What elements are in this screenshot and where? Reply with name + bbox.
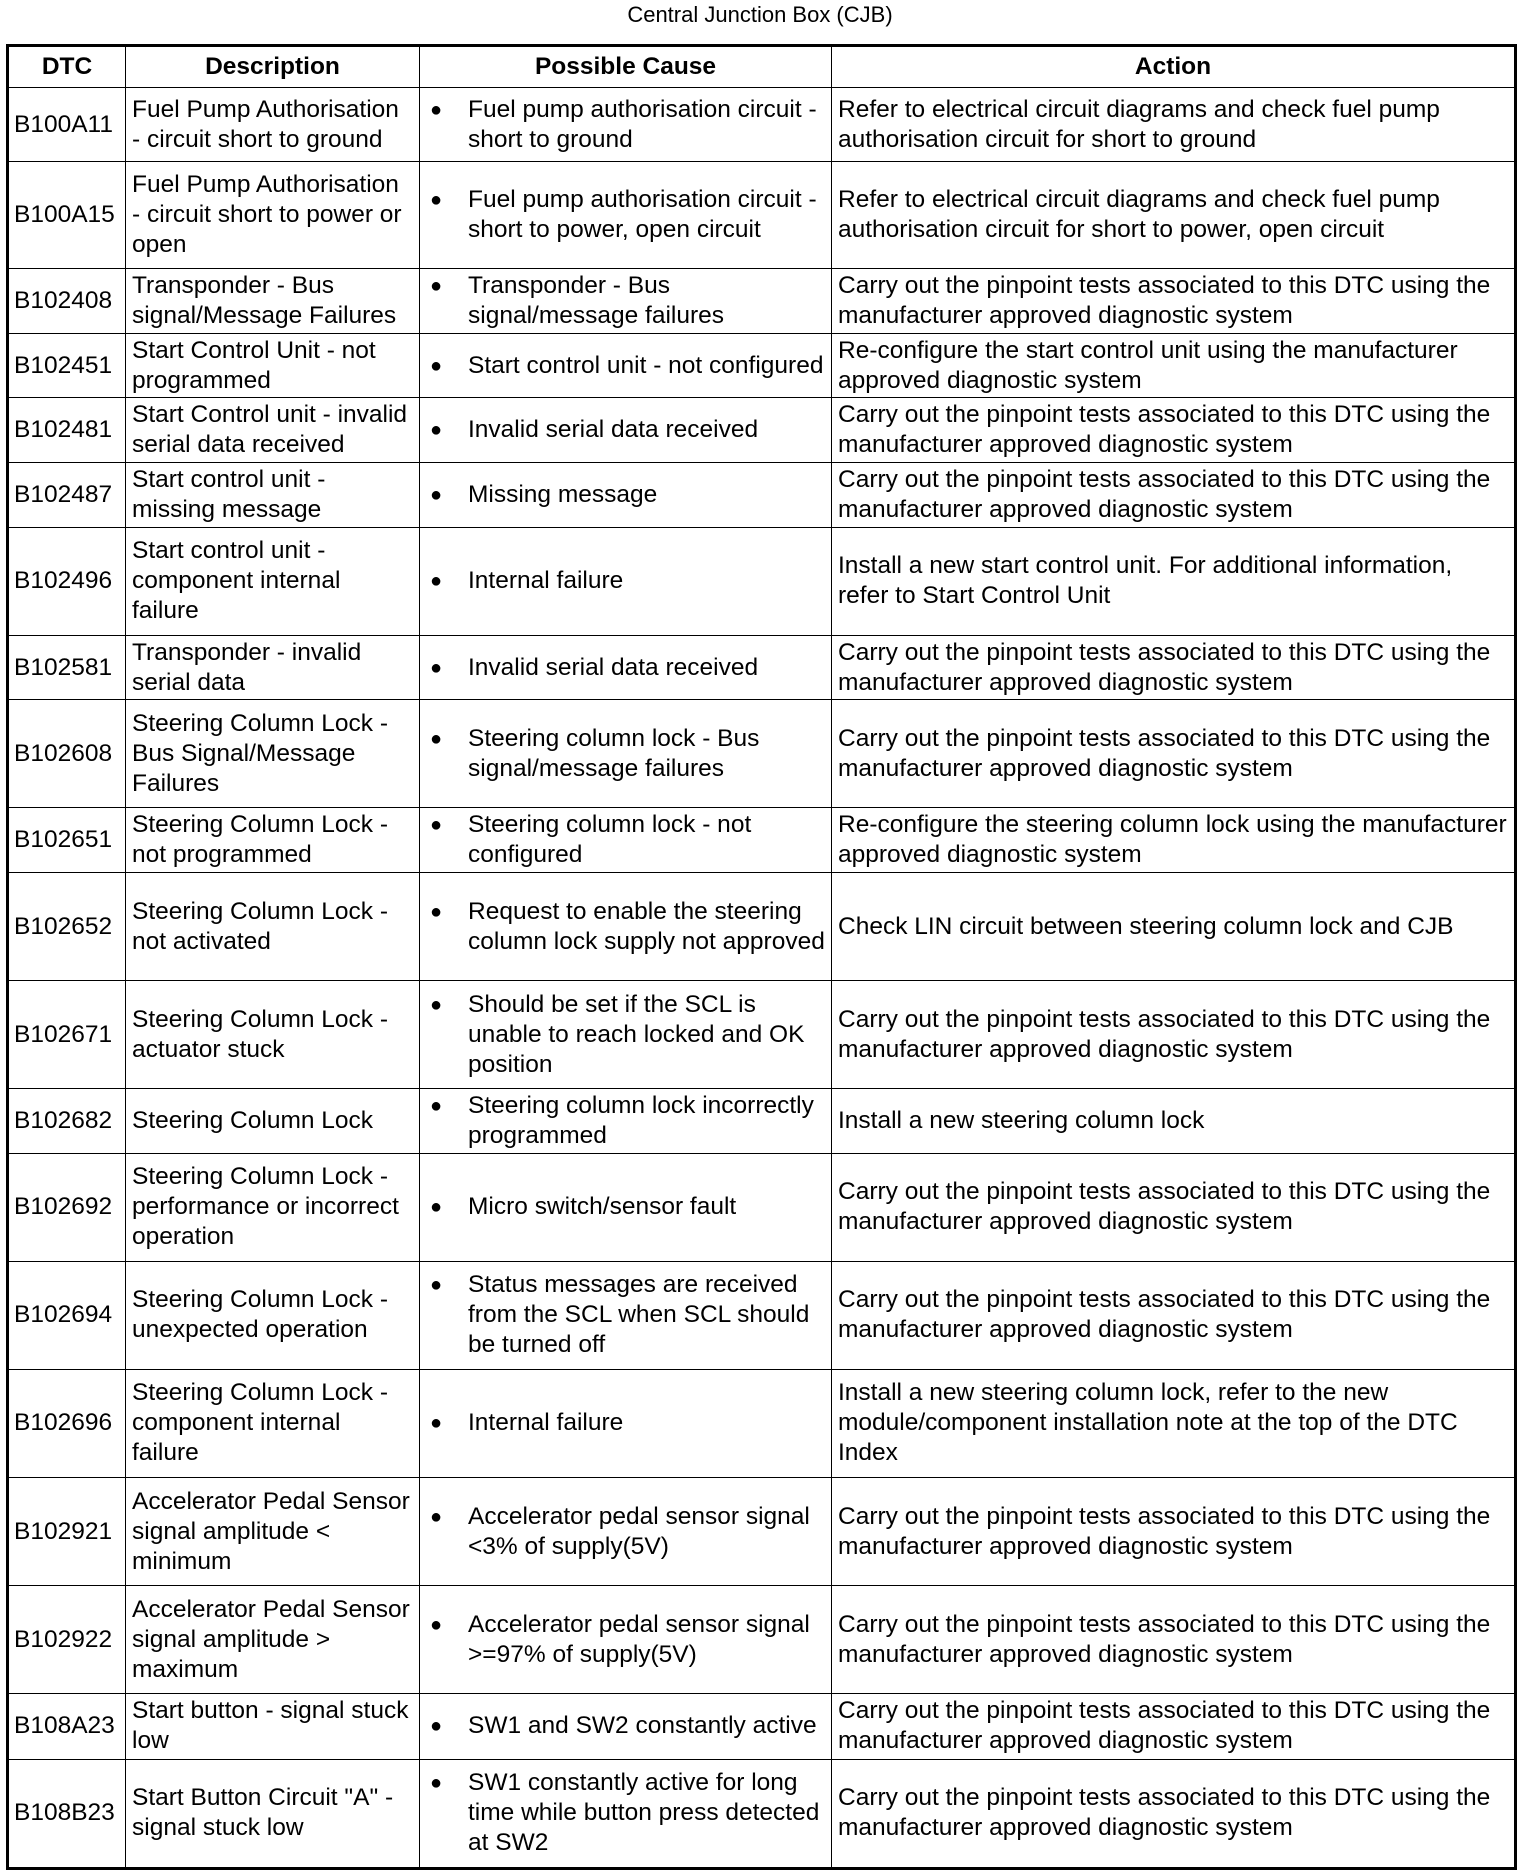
possible-cause-cell bbox=[420, 1694, 832, 1760]
dtc-description: Steering Column Lock - actuator stuck bbox=[126, 981, 420, 1089]
possible-cause: Accelerator pedal sensor signal <3% of supply(5V) bbox=[468, 1502, 810, 1560]
possible-cause-cell bbox=[420, 1153, 832, 1261]
table-row bbox=[8, 700, 1516, 808]
dtc-code: B108A23 bbox=[8, 1694, 126, 1760]
action: Refer to electrical circuit diagrams and check fuel pump authorisation circuit for short to power, open circuit bbox=[832, 162, 1516, 269]
dtc-code: B102652 bbox=[8, 873, 126, 981]
dtc-description: Steering Column Lock - performance or incorrect operation bbox=[126, 1153, 420, 1261]
possible-cause: Fuel pump authorisation circuit - short to power, open circuit bbox=[468, 186, 817, 244]
dtc-description: Fuel Pump Authorisation - circuit short to power or open bbox=[126, 162, 420, 269]
dtc-code: B102408 bbox=[8, 269, 126, 334]
bullet-icon: ● bbox=[430, 483, 443, 506]
possible-cause-cell bbox=[420, 162, 832, 269]
possible-cause: Should be set if the SCL is unable to reach locked and OK position bbox=[468, 990, 805, 1078]
table-row bbox=[8, 1586, 1516, 1694]
dtc-description: Accelerator Pedal Sensor signal amplitude > maximum bbox=[126, 1586, 420, 1694]
dtc-description: Fuel Pump Authorisation - circuit short to ground bbox=[126, 88, 420, 162]
header-action: Action bbox=[832, 46, 1516, 88]
possible-cause-cell bbox=[420, 1477, 832, 1585]
dtc-table bbox=[6, 44, 1517, 1870]
possible-cause: Internal failure bbox=[468, 567, 624, 595]
bullet-icon: ● bbox=[430, 1196, 443, 1219]
bullet-icon: ● bbox=[430, 570, 443, 593]
bullet-icon: ● bbox=[430, 274, 443, 297]
bullet-icon: ● bbox=[430, 354, 443, 377]
possible-cause: Missing message bbox=[468, 480, 658, 508]
dtc-code: B102682 bbox=[8, 1089, 126, 1154]
bullet-icon: ● bbox=[430, 1094, 443, 1117]
table-row bbox=[8, 1759, 1516, 1868]
action: Carry out the pinpoint tests associated to this DTC using the manufacturer approved diagnostic system bbox=[832, 700, 1516, 808]
possible-cause-cell bbox=[420, 1369, 832, 1477]
table-row bbox=[8, 808, 1516, 873]
dtc-code: B100A11 bbox=[8, 88, 126, 162]
possible-cause: Fuel pump authorisation circuit - short to ground bbox=[468, 95, 817, 153]
table-row bbox=[8, 1477, 1516, 1585]
dtc-description: Steering Column Lock - unexpected operation bbox=[126, 1261, 420, 1369]
header-dtc: DTC bbox=[8, 46, 126, 88]
possible-cause-cell bbox=[420, 463, 832, 528]
possible-cause: Steering column lock incorrectly programmed bbox=[468, 1091, 814, 1149]
possible-cause-cell bbox=[420, 527, 832, 635]
action: Carry out the pinpoint tests associated to this DTC using the manufacturer approved diagnostic system bbox=[832, 1261, 1516, 1369]
bullet-icon: ● bbox=[430, 727, 443, 750]
possible-cause-cell bbox=[420, 1759, 832, 1868]
action: Re-configure the start control unit using the manufacturer approved diagnostic system bbox=[832, 333, 1516, 398]
bullet-icon: ● bbox=[430, 98, 443, 121]
bullet-icon: ● bbox=[430, 900, 443, 923]
possible-cause-cell bbox=[420, 333, 832, 398]
bullet-icon: ● bbox=[430, 1412, 443, 1435]
possible-cause: Invalid serial data received bbox=[468, 416, 759, 444]
action: Carry out the pinpoint tests associated to this DTC using the manufacturer approved diagnostic system bbox=[832, 981, 1516, 1089]
possible-cause: SW1 constantly active for long time while button press detected at SW2 bbox=[468, 1769, 820, 1857]
possible-cause: Accelerator pedal sensor signal >=97% of supply(5V) bbox=[468, 1610, 810, 1668]
dtc-code: B102496 bbox=[8, 527, 126, 635]
dtc-code: B102696 bbox=[8, 1369, 126, 1477]
table-row bbox=[8, 333, 1516, 398]
table-row bbox=[8, 1261, 1516, 1369]
dtc-code: B100A15 bbox=[8, 162, 126, 269]
table-row bbox=[8, 981, 1516, 1089]
dtc-description: Start Control Unit - not programmed bbox=[126, 333, 420, 398]
bullet-icon: ● bbox=[430, 1274, 443, 1297]
possible-cause: Transponder - Bus signal/message failures bbox=[468, 271, 725, 329]
possible-cause: Internal failure bbox=[468, 1409, 624, 1437]
dtc-code: B102921 bbox=[8, 1477, 126, 1585]
bullet-icon: ● bbox=[430, 814, 443, 837]
bullet-icon: ● bbox=[430, 656, 443, 679]
action: Install a new start control unit. For additional information, refer to Start Control Unit bbox=[832, 527, 1516, 635]
possible-cause-cell bbox=[420, 635, 832, 700]
dtc-code: B102481 bbox=[8, 398, 126, 463]
possible-cause-cell bbox=[420, 1089, 832, 1154]
table-row bbox=[8, 398, 1516, 463]
possible-cause: Request to enable the steering column lock supply not approved bbox=[468, 897, 825, 955]
dtc-description: Start Button Circuit "A" - signal stuck low bbox=[126, 1759, 420, 1868]
table-header-row bbox=[8, 46, 1516, 88]
page-title: Central Junction Box (CJB) bbox=[627, 2, 893, 27]
dtc-description: Steering Column Lock - component internal failure bbox=[126, 1369, 420, 1477]
possible-cause-cell bbox=[420, 873, 832, 981]
action: Install a new steering column lock bbox=[832, 1089, 1516, 1154]
table-row bbox=[8, 269, 1516, 334]
bullet-icon: ● bbox=[430, 189, 443, 212]
header-possible-cause: Possible Cause bbox=[420, 46, 832, 88]
possible-cause: SW1 and SW2 constantly active bbox=[468, 1712, 817, 1740]
table-row bbox=[8, 162, 1516, 269]
action: Install a new steering column lock, refer to the new module/component installation note at the top of the DTC Index bbox=[832, 1369, 1516, 1477]
bullet-icon: ● bbox=[430, 993, 443, 1016]
table-row bbox=[8, 1153, 1516, 1261]
action: Re-configure the steering column lock using the manufacturer approved diagnostic system bbox=[832, 808, 1516, 873]
dtc-description: Transponder - Bus signal/Message Failures bbox=[126, 269, 420, 334]
dtc-code: B102671 bbox=[8, 981, 126, 1089]
dtc-code: B102922 bbox=[8, 1586, 126, 1694]
action: Refer to electrical circuit diagrams and check fuel pump authorisation circuit for short to ground bbox=[832, 88, 1516, 162]
action: Carry out the pinpoint tests associated to this DTC using the manufacturer approved diagnostic system bbox=[832, 635, 1516, 700]
possible-cause-cell bbox=[420, 398, 832, 463]
table-row bbox=[8, 88, 1516, 162]
dtc-description: Accelerator Pedal Sensor signal amplitude < minimum bbox=[126, 1477, 420, 1585]
action: Check LIN circuit between steering column lock and CJB bbox=[832, 873, 1516, 981]
dtc-description: Start Control unit - invalid serial data received bbox=[126, 398, 420, 463]
possible-cause-cell bbox=[420, 88, 832, 162]
possible-cause-cell bbox=[420, 700, 832, 808]
bullet-icon: ● bbox=[430, 1715, 443, 1738]
possible-cause: Invalid serial data received bbox=[468, 653, 759, 681]
action: Carry out the pinpoint tests associated to this DTC using the manufacturer approved diagnostic system bbox=[832, 398, 1516, 463]
action: Carry out the pinpoint tests associated to this DTC using the manufacturer approved diagnostic system bbox=[832, 1477, 1516, 1585]
possible-cause: Micro switch/sensor fault bbox=[468, 1193, 737, 1221]
dtc-description: Steering Column Lock bbox=[126, 1089, 420, 1154]
action: Carry out the pinpoint tests associated to this DTC using the manufacturer approved diagnostic system bbox=[832, 1694, 1516, 1760]
possible-cause: Status messages are received from the SCL when SCL should be turned off bbox=[468, 1271, 810, 1359]
action: Carry out the pinpoint tests associated to this DTC using the manufacturer approved diagnostic system bbox=[832, 269, 1516, 334]
dtc-code: B102694 bbox=[8, 1261, 126, 1369]
dtc-code: B102608 bbox=[8, 700, 126, 808]
dtc-code: B102581 bbox=[8, 635, 126, 700]
dtc-code: B108B23 bbox=[8, 1759, 126, 1868]
possible-cause: Steering column lock - Bus signal/message failures bbox=[468, 724, 760, 782]
bullet-icon: ● bbox=[430, 419, 443, 442]
possible-cause-cell bbox=[420, 1586, 832, 1694]
bullet-icon: ● bbox=[430, 1613, 443, 1636]
dtc-code: B102487 bbox=[8, 463, 126, 528]
action: Carry out the pinpoint tests associated to this DTC using the manufacturer approved diagnostic system bbox=[832, 1153, 1516, 1261]
dtc-description: Start control unit - component internal failure bbox=[126, 527, 420, 635]
dtc-description: Start button - signal stuck low bbox=[126, 1694, 420, 1760]
table-row bbox=[8, 873, 1516, 981]
header-description: Description bbox=[126, 46, 420, 88]
action: Carry out the pinpoint tests associated to this DTC using the manufacturer approved diagnostic system bbox=[832, 1759, 1516, 1868]
dtc-code: B102651 bbox=[8, 808, 126, 873]
table-row bbox=[8, 635, 1516, 700]
action: Carry out the pinpoint tests associated to this DTC using the manufacturer approved diagnostic system bbox=[832, 1586, 1516, 1694]
dtc-code: B102692 bbox=[8, 1153, 126, 1261]
possible-cause-cell bbox=[420, 808, 832, 873]
possible-cause-cell bbox=[420, 1261, 832, 1369]
action: Carry out the pinpoint tests associated to this DTC using the manufacturer approved diagnostic system bbox=[832, 463, 1516, 528]
dtc-description: Steering Column Lock - not activated bbox=[126, 873, 420, 981]
table-row bbox=[8, 1369, 1516, 1477]
dtc-code: B102451 bbox=[8, 333, 126, 398]
possible-cause-cell bbox=[420, 269, 832, 334]
possible-cause: Start control unit - not configured bbox=[468, 351, 824, 379]
possible-cause-cell bbox=[420, 981, 832, 1089]
possible-cause: Steering column lock - not configured bbox=[468, 811, 752, 869]
dtc-description: Transponder - invalid serial data bbox=[126, 635, 420, 700]
table-row bbox=[8, 527, 1516, 635]
dtc-description: Steering Column Lock - Bus Signal/Message Failures bbox=[126, 700, 420, 808]
dtc-description: Start control unit - missing message bbox=[126, 463, 420, 528]
dtc-description: Steering Column Lock - not programmed bbox=[126, 808, 420, 873]
table-row bbox=[8, 1694, 1516, 1760]
bullet-icon: ● bbox=[430, 1772, 443, 1795]
table-row bbox=[8, 1089, 1516, 1154]
bullet-icon: ● bbox=[430, 1505, 443, 1528]
table-row bbox=[8, 463, 1516, 528]
